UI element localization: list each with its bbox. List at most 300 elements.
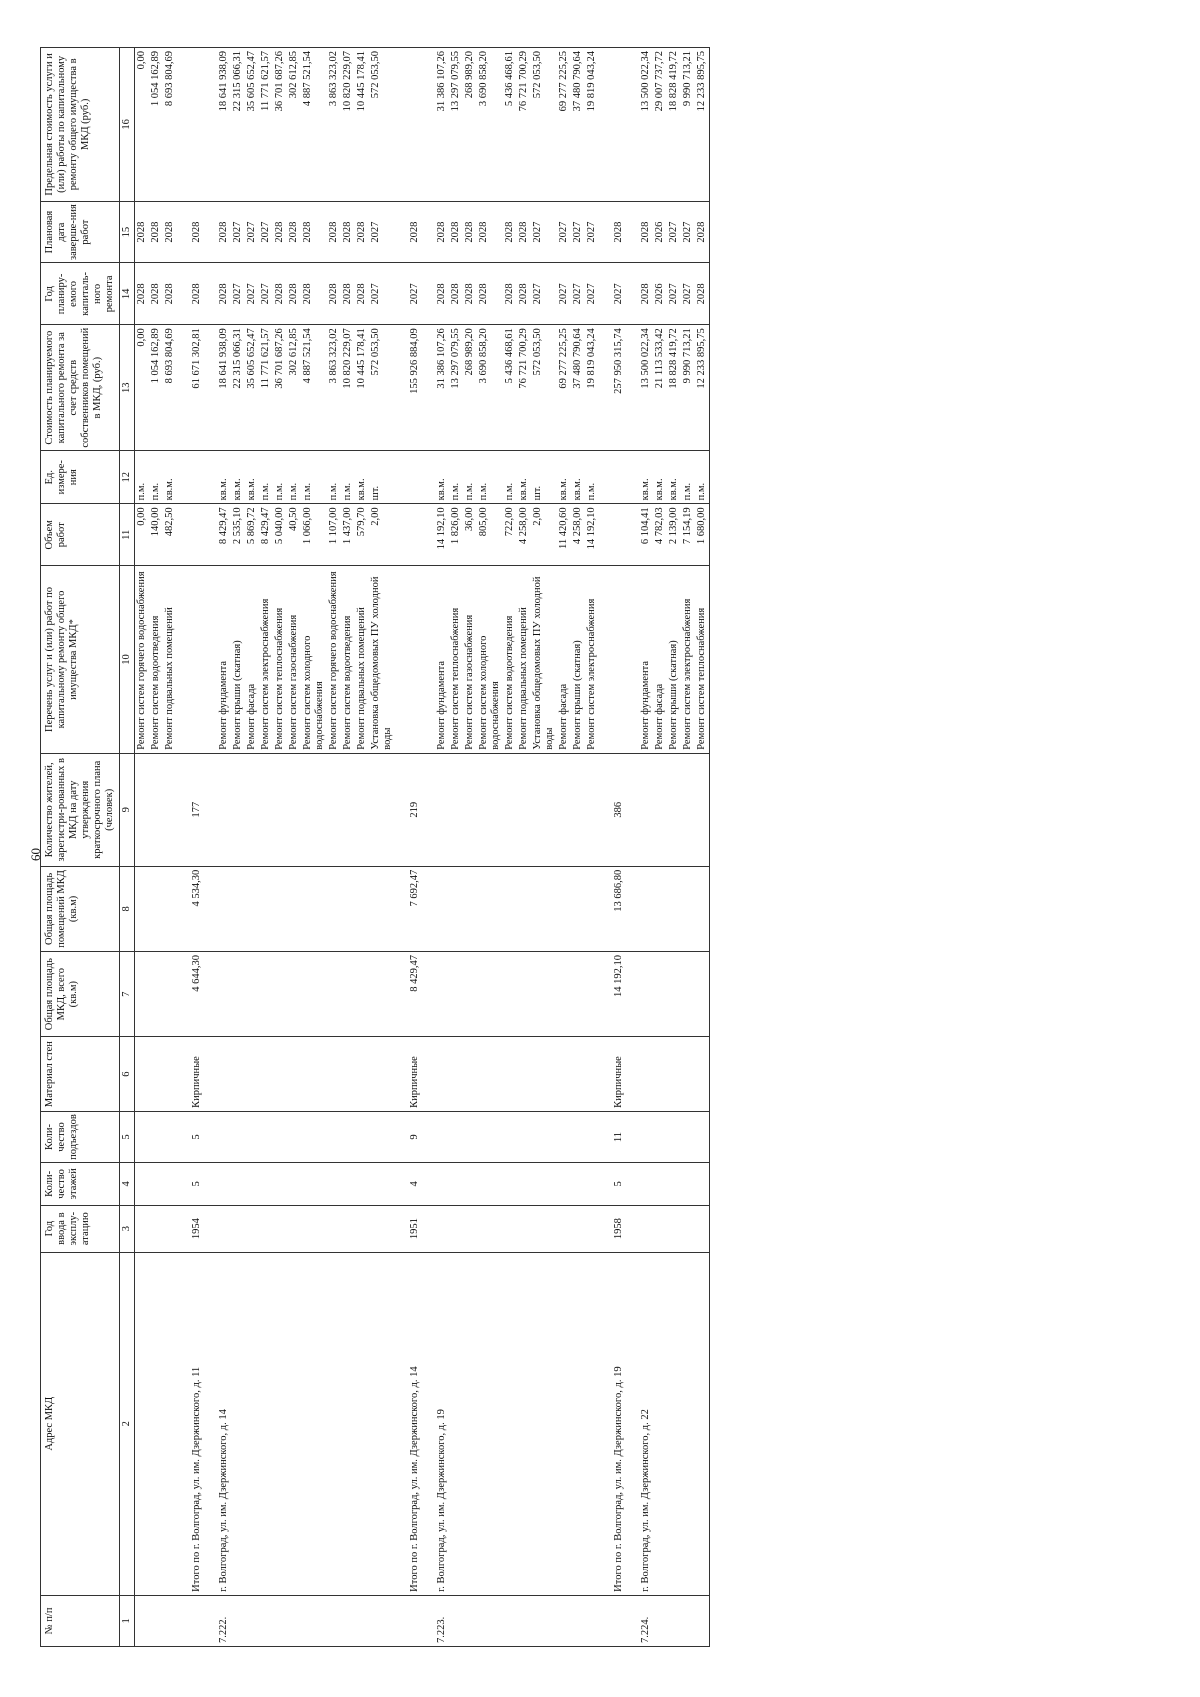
cell-end: 2027 (245, 201, 259, 263)
cell-address (557, 1252, 571, 1595)
cell-no: 7.224. (626, 1595, 653, 1646)
work-row (245, 48, 259, 1647)
column-number: 14 (120, 263, 135, 325)
cell-year: 2028 (463, 263, 477, 325)
cell-limit: 76 721 700,29 (517, 48, 531, 202)
cell-area-total (245, 952, 259, 1037)
cell-cost: 572 053,50 (531, 325, 557, 451)
cell-limit: 22 315 066,31 (231, 48, 245, 202)
cell-limit: 37 480 790,64 (571, 48, 585, 202)
cell-floors (245, 1163, 259, 1206)
cell-floors (287, 1163, 301, 1206)
cell-year-built (517, 1205, 531, 1252)
cell-floors (259, 1163, 273, 1206)
cell-limit: 29 007 737,72 (653, 48, 667, 202)
total-row (395, 48, 422, 1647)
total-row (599, 48, 626, 1647)
cell-area-rooms (503, 866, 517, 951)
cell-limit: 35 605 652,47 (245, 48, 259, 202)
cell-entrances (531, 1111, 557, 1162)
cell-area-total (341, 952, 355, 1037)
cell-end: 2028 (599, 201, 626, 263)
house-row (626, 48, 653, 1647)
cell-unit: кв.м. (204, 451, 231, 504)
cell-address (301, 1252, 327, 1595)
cell-year: 2028 (422, 263, 449, 325)
cell-address (355, 1252, 369, 1595)
cell-end: 2028 (177, 201, 204, 263)
cell-address (231, 1252, 245, 1595)
cell-cost: 69 277 225,25 (557, 325, 571, 451)
cell-area-rooms (626, 866, 653, 951)
cell-entrances (231, 1111, 245, 1162)
cell-unit: кв.м. (163, 451, 177, 504)
cell-entrances (557, 1111, 571, 1162)
cell-volume: 1 437,00 (341, 504, 355, 566)
cell-material (327, 1037, 341, 1112)
cell-work: Ремонт фасада (653, 566, 667, 754)
cell-floors (557, 1163, 571, 1206)
cell-no (395, 1595, 422, 1646)
cell-limit: 13 500 022,34 (626, 48, 653, 202)
cell-year-built (163, 1205, 177, 1252)
cell-area-rooms (273, 866, 287, 951)
column-number: 4 (120, 1163, 135, 1206)
cell-cost: 21 113 533,42 (653, 325, 667, 451)
cell-residents (355, 753, 369, 866)
cell-year: 2027 (557, 263, 571, 325)
cell-entrances (327, 1111, 341, 1162)
cell-year-built (327, 1205, 341, 1252)
cell-floors (681, 1163, 695, 1206)
cell-work: Ремонт систем водоотведения (503, 566, 517, 754)
cell-volume: 1 680,00 (695, 504, 710, 566)
work-row (695, 48, 710, 1647)
cell-limit: 18 828 419,72 (667, 48, 681, 202)
cell-address (585, 1252, 599, 1595)
cell-volume: 36,00 (463, 504, 477, 566)
cell-area-rooms (477, 866, 503, 951)
work-row (341, 48, 355, 1647)
cell-residents: 219 (395, 753, 422, 866)
cell-volume: 2 139,00 (667, 504, 681, 566)
cell-residents (231, 753, 245, 866)
cell-work: Ремонт систем холодного водоснабжения (301, 566, 327, 754)
cell-area-total (449, 952, 463, 1037)
cell-residents (571, 753, 585, 866)
cell-limit: 13 297 079,55 (449, 48, 463, 202)
cell-address (273, 1252, 287, 1595)
cell-year: 2027 (395, 263, 422, 325)
cell-cost: 22 315 066,31 (231, 325, 245, 451)
cell-material (557, 1037, 571, 1112)
cell-material (149, 1037, 163, 1112)
cell-floors (695, 1163, 710, 1206)
cell-end: 2027 (259, 201, 273, 263)
cell-limit: 8 693 804,69 (163, 48, 177, 202)
cell-year-built (369, 1205, 395, 1252)
cell-area-rooms (517, 866, 531, 951)
cell-end: 2028 (355, 201, 369, 263)
work-row (163, 48, 177, 1647)
cell-material (626, 1037, 653, 1112)
cell-work: Ремонт подвальных помещений (355, 566, 369, 754)
cell-work: Ремонт систем электроснабжения (681, 566, 695, 754)
column-header: Материал стен (41, 1037, 120, 1112)
cell-limit: 268 989,20 (463, 48, 477, 202)
cell-cost: 19 819 043,24 (585, 325, 599, 451)
cell-material: Кирпичные (177, 1037, 204, 1112)
column-header: Общая площадь помещений МКД (кв.м) (41, 866, 120, 951)
cell-address (503, 1252, 517, 1595)
cell-residents (626, 753, 653, 866)
cell-area-rooms (667, 866, 681, 951)
work-row (681, 48, 695, 1647)
cell-year-built (273, 1205, 287, 1252)
cell-area-total (571, 952, 585, 1037)
cell-entrances (301, 1111, 327, 1162)
cell-address: г. Волгоград, ул. им. Дзержинского, д. 14 (204, 1252, 231, 1595)
cell-material (259, 1037, 273, 1112)
cell-address (653, 1252, 667, 1595)
cell-year-built (477, 1205, 503, 1252)
cell-area-total (667, 952, 681, 1037)
cell-material (449, 1037, 463, 1112)
cell-year: 2027 (245, 263, 259, 325)
cell-end: 2026 (653, 201, 667, 263)
cell-no (287, 1595, 301, 1646)
cell-entrances (667, 1111, 681, 1162)
cell-limit: 5 436 468,61 (503, 48, 517, 202)
cell-unit: п.м. (259, 451, 273, 504)
cell-cost: 13 297 079,55 (449, 325, 463, 451)
cell-no (135, 1595, 150, 1646)
cell-area-total (477, 952, 503, 1037)
cell-area-rooms (163, 866, 177, 951)
cell-limit: 10 445 178,41 (355, 48, 369, 202)
cell-year-built (681, 1205, 695, 1252)
cell-area-rooms (287, 866, 301, 951)
cell-no (231, 1595, 245, 1646)
cell-work: Ремонт фундамента (204, 566, 231, 754)
cell-floors (163, 1163, 177, 1206)
cell-floors (327, 1163, 341, 1206)
cell-year: 2028 (477, 263, 503, 325)
cell-limit: 3 690 858,20 (477, 48, 503, 202)
cell-area-total (681, 952, 695, 1037)
cell-limit (177, 48, 204, 202)
cell-unit (599, 451, 626, 504)
cell-area-total (355, 952, 369, 1037)
cell-no (463, 1595, 477, 1646)
cell-area-total (327, 952, 341, 1037)
cell-no (149, 1595, 163, 1646)
cell-residents (681, 753, 695, 866)
cell-floors (135, 1163, 150, 1206)
cell-address (287, 1252, 301, 1595)
work-row (369, 48, 395, 1647)
cell-end: 2028 (135, 201, 150, 263)
cell-volume: 4 258,00 (571, 504, 585, 566)
cell-address (477, 1252, 503, 1595)
cell-work: Ремонт фасада (557, 566, 571, 754)
cell-residents (531, 753, 557, 866)
column-number: 1 (120, 1595, 135, 1646)
cell-no (531, 1595, 557, 1646)
cell-volume (177, 504, 204, 566)
cell-floors: 5 (599, 1163, 626, 1206)
cell-address (681, 1252, 695, 1595)
cell-entrances (695, 1111, 710, 1162)
column-header: Общая площадь МКД, всего (кв.м) (41, 952, 120, 1037)
work-row (503, 48, 517, 1647)
cell-end: 2028 (626, 201, 653, 263)
cell-no (177, 1595, 204, 1646)
cell-area-rooms: 7 692,47 (395, 866, 422, 951)
cell-residents (449, 753, 463, 866)
cell-address (517, 1252, 531, 1595)
cell-unit: кв.м. (557, 451, 571, 504)
cell-address: г. Волгоград, ул. им. Дзержинского, д. 19 (422, 1252, 449, 1595)
cell-limit: 11 771 621,57 (259, 48, 273, 202)
cell-volume: 6 104,41 (626, 504, 653, 566)
cell-unit: шт. (369, 451, 395, 504)
cell-material (695, 1037, 710, 1112)
cell-residents (204, 753, 231, 866)
cell-end: 2027 (681, 201, 695, 263)
cell-material: Кирпичные (395, 1037, 422, 1112)
cell-volume: 140,00 (149, 504, 163, 566)
cell-year-built (626, 1205, 653, 1252)
cell-end: 2027 (585, 201, 599, 263)
cell-area-total (204, 952, 231, 1037)
cell-no (449, 1595, 463, 1646)
cell-area-total (135, 952, 150, 1037)
cell-area-total (463, 952, 477, 1037)
cell-end: 2027 (571, 201, 585, 263)
cell-residents (163, 753, 177, 866)
cell-material: Кирпичные (599, 1037, 626, 1112)
cell-residents (301, 753, 327, 866)
cell-end: 2028 (287, 201, 301, 263)
cell-limit (395, 48, 422, 202)
cell-limit: 302 612,85 (287, 48, 301, 202)
cell-floors (503, 1163, 517, 1206)
cell-no (355, 1595, 369, 1646)
cell-volume: 805,00 (477, 504, 503, 566)
cell-entrances (355, 1111, 369, 1162)
cell-work: Ремонт фундамента (626, 566, 653, 754)
cell-floors (355, 1163, 369, 1206)
cell-limit: 36 701 687,26 (273, 48, 287, 202)
cell-residents (149, 753, 163, 866)
cell-area-rooms: 4 534,30 (177, 866, 204, 951)
cell-address (369, 1252, 395, 1595)
cell-end: 2028 (204, 201, 231, 263)
cell-cost: 0,00 (135, 325, 150, 451)
cell-no (599, 1595, 626, 1646)
cell-residents: 386 (599, 753, 626, 866)
cell-no: 7.222. (204, 1595, 231, 1646)
cell-entrances (245, 1111, 259, 1162)
cell-year-built (355, 1205, 369, 1252)
cell-work: Ремонт систем водоотведения (149, 566, 163, 754)
cell-entrances: 11 (599, 1111, 626, 1162)
cell-unit: п.м. (503, 451, 517, 504)
column-header: Плановая дата заверше-ния работ (41, 201, 120, 263)
cell-residents (369, 753, 395, 866)
cell-no (163, 1595, 177, 1646)
cell-end: 2028 (273, 201, 287, 263)
cell-no (653, 1595, 667, 1646)
cell-unit: п.м. (585, 451, 599, 504)
cell-volume: 8 429,47 (204, 504, 231, 566)
cell-unit: кв.м. (626, 451, 653, 504)
column-number: 3 (120, 1205, 135, 1252)
cell-area-total (517, 952, 531, 1037)
cell-year-built (585, 1205, 599, 1252)
cell-area-total (301, 952, 327, 1037)
cell-year-built (301, 1205, 327, 1252)
cell-entrances (585, 1111, 599, 1162)
cell-end: 2028 (301, 201, 327, 263)
cell-volume: 1 107,00 (327, 504, 341, 566)
cell-entrances: 5 (177, 1111, 204, 1162)
cell-residents (259, 753, 273, 866)
cell-volume: 0,00 (135, 504, 150, 566)
cell-unit: п.м. (287, 451, 301, 504)
cell-limit (599, 48, 626, 202)
cell-year: 2027 (531, 263, 557, 325)
cell-work: Ремонт систем электроснабжения (259, 566, 273, 754)
cell-end: 2028 (503, 201, 517, 263)
cell-address (571, 1252, 585, 1595)
cell-volume: 2 535,10 (231, 504, 245, 566)
cell-year-built (695, 1205, 710, 1252)
cell-material (135, 1037, 150, 1112)
cell-address (245, 1252, 259, 1595)
cell-residents (517, 753, 531, 866)
cell-year: 2028 (273, 263, 287, 325)
cell-area-rooms (231, 866, 245, 951)
cell-work: Установка общедомовых ПУ холодной воды (531, 566, 557, 754)
cell-residents (463, 753, 477, 866)
cell-end: 2028 (477, 201, 503, 263)
cell-area-rooms (653, 866, 667, 951)
cell-volume (599, 504, 626, 566)
cell-volume: 11 420,60 (557, 504, 571, 566)
work-row (327, 48, 341, 1647)
cell-year: 2027 (599, 263, 626, 325)
cell-material (369, 1037, 395, 1112)
cell-area-rooms (245, 866, 259, 951)
cell-residents (341, 753, 355, 866)
cell-year: 2027 (369, 263, 395, 325)
work-row (531, 48, 557, 1647)
cell-end: 2028 (395, 201, 422, 263)
cell-area-rooms (301, 866, 327, 951)
cell-address (341, 1252, 355, 1595)
cell-year-built (449, 1205, 463, 1252)
cell-area-rooms (463, 866, 477, 951)
cell-area-total (163, 952, 177, 1037)
capital-repair-table (40, 47, 710, 1647)
cell-year: 2028 (355, 263, 369, 325)
cell-material (355, 1037, 369, 1112)
cell-address (531, 1252, 557, 1595)
cell-unit (177, 451, 204, 504)
work-row (259, 48, 273, 1647)
cell-entrances (477, 1111, 503, 1162)
cell-material (681, 1037, 695, 1112)
column-number: 12 (120, 451, 135, 504)
cell-year-built (135, 1205, 150, 1252)
cell-cost: 12 233 895,75 (695, 325, 710, 451)
cell-entrances (369, 1111, 395, 1162)
cell-entrances (273, 1111, 287, 1162)
column-header: Стоимость планируемого капитального ремонта за счет средств собственников помещений в МКД, (руб.) (41, 325, 120, 451)
cell-cost: 8 693 804,69 (163, 325, 177, 451)
cell-work: Ремонт систем теплоснабжения (695, 566, 710, 754)
cell-residents (135, 753, 150, 866)
cell-end: 2028 (163, 201, 177, 263)
cell-work: Ремонт систем теплоснабжения (273, 566, 287, 754)
cell-year-built: 1958 (599, 1205, 626, 1252)
column-number: 10 (120, 566, 135, 754)
cell-material (287, 1037, 301, 1112)
cell-material (477, 1037, 503, 1112)
cell-residents (585, 753, 599, 866)
cell-area-rooms (341, 866, 355, 951)
cell-volume: 14 192,10 (585, 504, 599, 566)
cell-area-total (259, 952, 273, 1037)
cell-material (273, 1037, 287, 1112)
cell-floors (422, 1163, 449, 1206)
cell-no (681, 1595, 695, 1646)
cell-year: 2027 (571, 263, 585, 325)
work-row (355, 48, 369, 1647)
cell-year: 2027 (585, 263, 599, 325)
cell-residents (477, 753, 503, 866)
cell-residents (557, 753, 571, 866)
cell-volume: 482,50 (163, 504, 177, 566)
cell-area-total (503, 952, 517, 1037)
cell-end: 2027 (557, 201, 571, 263)
cell-end: 2028 (695, 201, 710, 263)
total-row (177, 48, 204, 1647)
cell-end: 2027 (531, 201, 557, 263)
cell-unit: кв.м. (667, 451, 681, 504)
cell-year: 2028 (626, 263, 653, 325)
cell-work: Ремонт крыши (скатная) (571, 566, 585, 754)
cell-material (245, 1037, 259, 1112)
work-row (463, 48, 477, 1647)
cell-unit: кв.м. (653, 451, 667, 504)
cell-floors (204, 1163, 231, 1206)
column-header: Перечень услуг и (или) работ по капитальному ремонту общего имущества МКД* (41, 566, 120, 754)
cell-material (463, 1037, 477, 1112)
cell-end: 2028 (463, 201, 477, 263)
cell-cost: 18 828 419,72 (667, 325, 681, 451)
cell-year: 2028 (204, 263, 231, 325)
cell-floors: 4 (395, 1163, 422, 1206)
cell-unit: кв.м. (355, 451, 369, 504)
cell-unit: кв.м. (571, 451, 585, 504)
cell-material (231, 1037, 245, 1112)
cell-cost: 31 386 107,26 (422, 325, 449, 451)
cell-volume: 579,70 (355, 504, 369, 566)
cell-residents (245, 753, 259, 866)
